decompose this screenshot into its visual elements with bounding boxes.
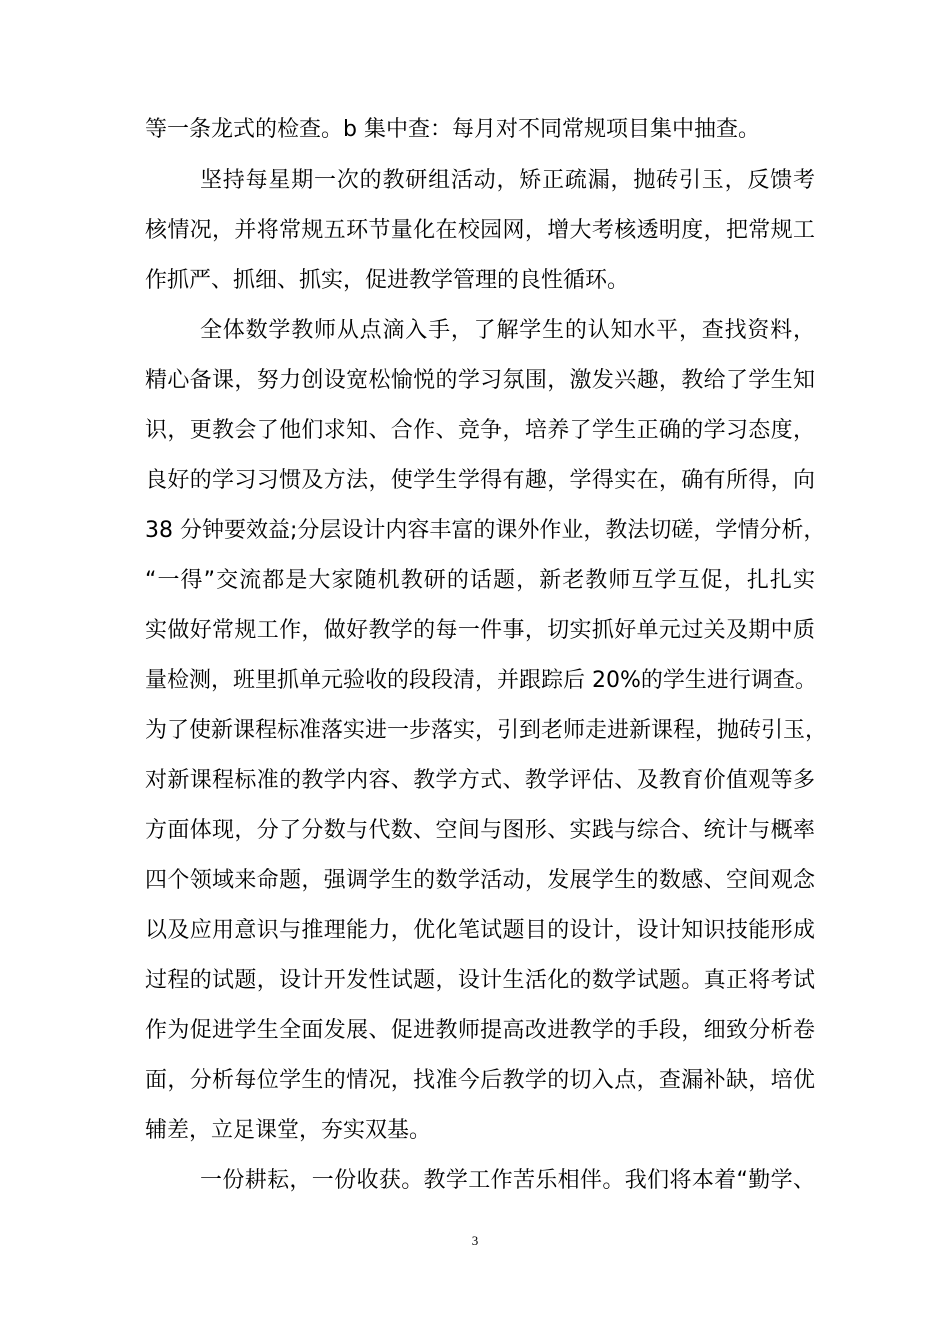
text-line-1: 等一条龙式的检查。b 集中查：每月对不同常规项目集中抽查。 — [145, 117, 760, 142]
paragraph-3-line-16: 面，分析每位学生的情况，找准今后教学的切入点，查漏补缺，培优 — [145, 1068, 815, 1093]
paragraph-3-line-9: 为了使新课程标准落实进一步落实，引到老师走进新课程，抛砖引玉， — [145, 718, 828, 743]
paragraph-3-line-8: 量检测，班里抓单元验收的段段清，并跟踪后 20%的学生进行调查。 — [145, 668, 817, 693]
paragraph-2-line-3: 作抓严、抓细、抓实，促进教学管理的良性循环。 — [145, 268, 630, 293]
paragraph-2-line-2: 核情况，并将常规五环节量化在校园网，增大考核透明度，把常规工 — [145, 218, 815, 243]
paragraph-3-line-14: 过程的试题，设计开发性试题，设计生活化的数学试题。真正将考试 — [145, 968, 815, 993]
paragraph-3-line-5: 38 分钟要效益;分层设计内容丰富的课外作业，教法切磋，学情分析， — [145, 518, 826, 543]
paragraph-3-line-6: “一得”交流都是大家随机教研的话题，新老教师互学互促，扎扎实 — [145, 568, 815, 593]
paragraph-3-line-13: 以及应用意识与推理能力，优化笔试题目的设计，设计知识技能形成 — [145, 918, 815, 943]
paragraph-3-line-15: 作为促进学生全面发展、促进教师提高改进教学的手段，细致分析卷 — [145, 1018, 815, 1043]
paragraph-3-line-7: 实做好常规工作，做好教学的每一件事，切实抓好单元过关及期中质 — [145, 618, 815, 643]
paragraph-3-line-17: 辅差，立足课堂，夯实双基。 — [145, 1118, 432, 1143]
paragraph-2-line-1: 坚持每星期一次的教研组活动，矫正疏漏，抛砖引玉，反馈考 — [200, 168, 815, 193]
paragraph-3-line-3: 识，更教会了他们求知、合作、竞争，培养了学生正确的学习态度， — [145, 418, 815, 443]
paragraph-3-line-1: 全体数学教师从点滴入手，了解学生的认知水平，查找资料， — [200, 318, 815, 343]
page-number: 3 — [471, 1233, 479, 1248]
paragraph-3-line-10: 对新课程标准的教学内容、教学方式、教学评估、及教育价值观等多 — [145, 768, 815, 793]
paragraph-3-line-12: 四个领域来命题，强调学生的数学活动，发展学生的数感、空间观念 — [145, 868, 815, 893]
paragraph-3-line-11: 方面体现，分了分数与代数、空间与图形、实践与综合、统计与概率 — [145, 818, 815, 843]
paragraph-4-line-1: 一份耕耘，一份收获。教学工作苦乐相伴。我们将本着“勤学、 — [200, 1168, 815, 1193]
paragraph-3-line-4: 良好的学习习惯及方法，使学生学得有趣，学得实在，确有所得，向 — [145, 468, 815, 493]
paragraph-3-line-2: 精心备课，努力创设宽松愉悦的学习氛围，激发兴趣，教给了学生知 — [145, 368, 815, 393]
